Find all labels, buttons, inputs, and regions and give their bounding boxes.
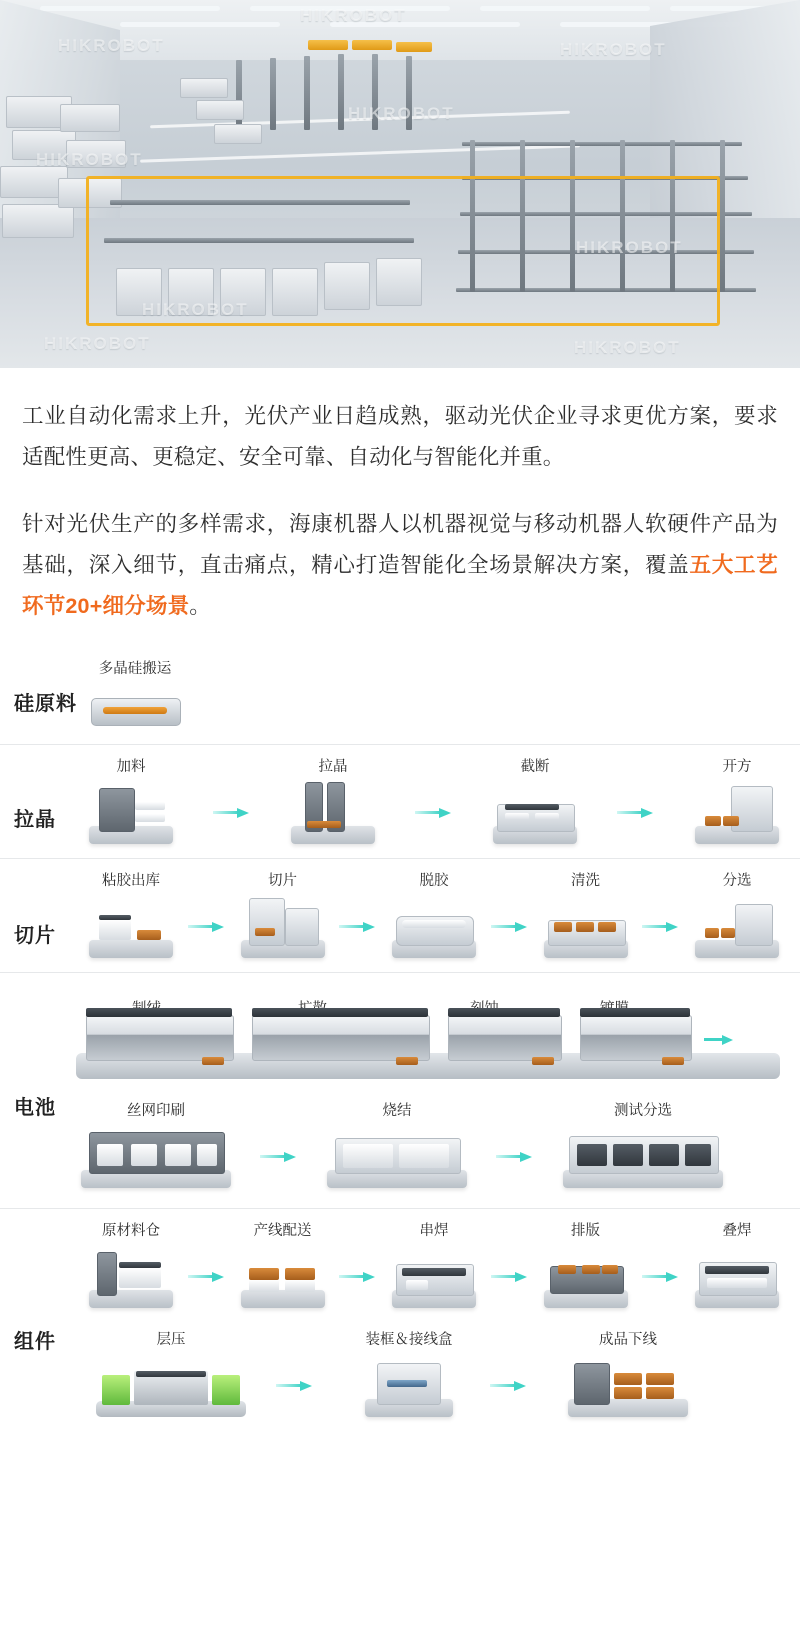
watermark: HIKROBOT	[560, 40, 667, 59]
watermark: HIKROBOT	[58, 36, 165, 55]
flow-arrow-icon	[415, 808, 453, 818]
watermark: HIKROBOT	[348, 104, 455, 123]
watermark: HIKROBOT	[574, 338, 681, 357]
flow-arrow-icon	[339, 1272, 377, 1282]
flow-step	[531, 869, 641, 958]
hero-factory-render	[0, 0, 800, 368]
shingling-icon	[691, 1246, 783, 1308]
watermark: HIKROBOT	[142, 300, 249, 319]
silicon-tray-icon	[89, 684, 181, 730]
flow-step	[76, 1328, 266, 1417]
step-caption: 开方	[722, 759, 752, 775]
step-caption: 原材料仓	[102, 1223, 160, 1239]
step-caption: 切片	[268, 873, 297, 889]
flow-step	[76, 1099, 236, 1188]
flow-arrow-icon	[491, 1272, 529, 1282]
section-label-crystal: 拉晶	[14, 809, 56, 831]
sintering-furnace-icon	[327, 1126, 467, 1188]
flow-arrow-icon	[491, 922, 529, 932]
stringer-icon	[388, 1246, 480, 1308]
flow-step	[379, 869, 489, 958]
flow-step	[682, 755, 792, 844]
flow-step	[558, 1099, 728, 1188]
step-caption: 分选	[722, 873, 752, 889]
step-caption: 清洗	[571, 873, 600, 889]
flow-section-crystal	[0, 744, 800, 854]
process-flow-diagram	[0, 631, 800, 1455]
test-sorting-icon	[563, 1126, 723, 1188]
flow-step	[228, 869, 338, 958]
flow-arrow-icon	[276, 1381, 314, 1391]
flow-step	[334, 1328, 484, 1417]
step-caption: 烧结	[382, 1103, 412, 1119]
feeding-machine-icon	[85, 782, 177, 844]
step-caption: 粘胶出库	[102, 873, 160, 889]
flow-step	[278, 755, 388, 844]
step-caption: 叠焊	[722, 1223, 752, 1239]
step-caption: 层压	[156, 1332, 186, 1348]
flow-step	[379, 1219, 489, 1308]
flow-arrow-icon	[188, 922, 226, 932]
cutting-machine-icon	[489, 782, 581, 844]
flow-section-module	[0, 1208, 800, 1427]
agv-path-highlight	[86, 176, 720, 326]
watermark: HIKROBOT	[36, 150, 143, 169]
cleaning-machine-icon	[540, 896, 632, 958]
paragraph-2-highlight: 五大工艺环节20+细分场景	[22, 553, 778, 618]
paragraph-2	[22, 504, 778, 627]
laminator-icon	[96, 1355, 246, 1417]
step-caption: 脱胶	[419, 873, 449, 889]
flow-step	[76, 755, 186, 844]
watermark: HIKROBOT	[576, 238, 683, 257]
layup-icon	[540, 1246, 632, 1308]
flow-step	[480, 755, 590, 844]
flow-step	[76, 1219, 186, 1308]
sorting-machine-icon	[691, 896, 783, 958]
paragraph-2-post: 。	[189, 594, 211, 618]
flow-step	[322, 1099, 472, 1188]
degumming-machine-icon	[388, 896, 480, 958]
cell-conveyor-line	[76, 999, 780, 1085]
step-caption: 装框＆接线盒	[365, 1332, 453, 1348]
flow-section-wafer	[0, 858, 800, 968]
intro-copy	[0, 368, 800, 631]
section-label-cell: 电池	[14, 1097, 56, 1119]
flow-arrow-icon	[617, 808, 655, 818]
flow-arrow-icon	[260, 1152, 298, 1162]
section-label-wafer: 切片	[14, 925, 56, 947]
step-caption: 多晶硅搬运	[98, 661, 172, 677]
paragraph-2-pre: 针对光伏生产的多样需求，海康机器人以机器视觉与移动机器人软硬件产品为基础，深入细节，直击痛点，精心打造智能化全场景解决方案，覆盖	[22, 512, 778, 577]
line-delivery-icon	[237, 1246, 329, 1308]
flow-section-cell	[0, 972, 800, 1204]
glue-warehouse-icon	[85, 896, 177, 958]
flow-step	[80, 657, 190, 730]
flow-step	[228, 1219, 338, 1308]
framing-junction-box-icon	[365, 1355, 453, 1417]
flow-step	[531, 1219, 641, 1308]
crystal-puller-icon	[287, 782, 379, 844]
flow-arrow-icon	[642, 1272, 680, 1282]
flow-step	[76, 869, 186, 958]
paragraph-1: 工业自动化需求上升，光伏产业日趋成熟，驱动光伏企业寻求更优方案，要求适配性更高、更稳定、安全可靠、自动化与智能化并重。	[22, 404, 778, 469]
flow-step	[682, 1219, 792, 1308]
flow-arrow-icon	[188, 1272, 226, 1282]
flow-arrow-icon	[642, 922, 680, 932]
squaring-machine-icon	[691, 782, 783, 844]
watermark: HIKROBOT	[44, 334, 151, 353]
finished-product-icon	[568, 1355, 688, 1417]
raw-material-warehouse-icon	[85, 1246, 177, 1308]
flow-arrow-icon	[339, 922, 377, 932]
step-caption: 产线配送	[253, 1223, 312, 1239]
step-caption: 截断	[520, 759, 550, 775]
step-caption: 拉晶	[318, 759, 348, 775]
screen-printing-icon	[81, 1126, 231, 1188]
flow-arrow-icon	[490, 1381, 528, 1391]
flow-step	[548, 1328, 708, 1417]
flow-arrow-icon	[213, 808, 251, 818]
flow-arrow-icon	[496, 1152, 534, 1162]
step-caption: 排版	[571, 1223, 600, 1239]
flow-section-silicon	[0, 647, 800, 740]
section-label-silicon: 硅原料	[14, 693, 77, 715]
flow-step	[682, 869, 792, 958]
step-caption: 成品下线	[599, 1332, 657, 1348]
step-caption: 丝网印刷	[127, 1103, 185, 1119]
section-label-module: 组件	[14, 1331, 56, 1353]
watermark: HIKROBOT	[300, 6, 407, 25]
flow-arrow-icon	[704, 1035, 734, 1045]
step-caption: 测试分选	[614, 1103, 672, 1119]
wafer-slicer-icon	[237, 896, 329, 958]
step-caption: 串焊	[419, 1223, 449, 1239]
step-caption: 加料	[116, 759, 146, 775]
